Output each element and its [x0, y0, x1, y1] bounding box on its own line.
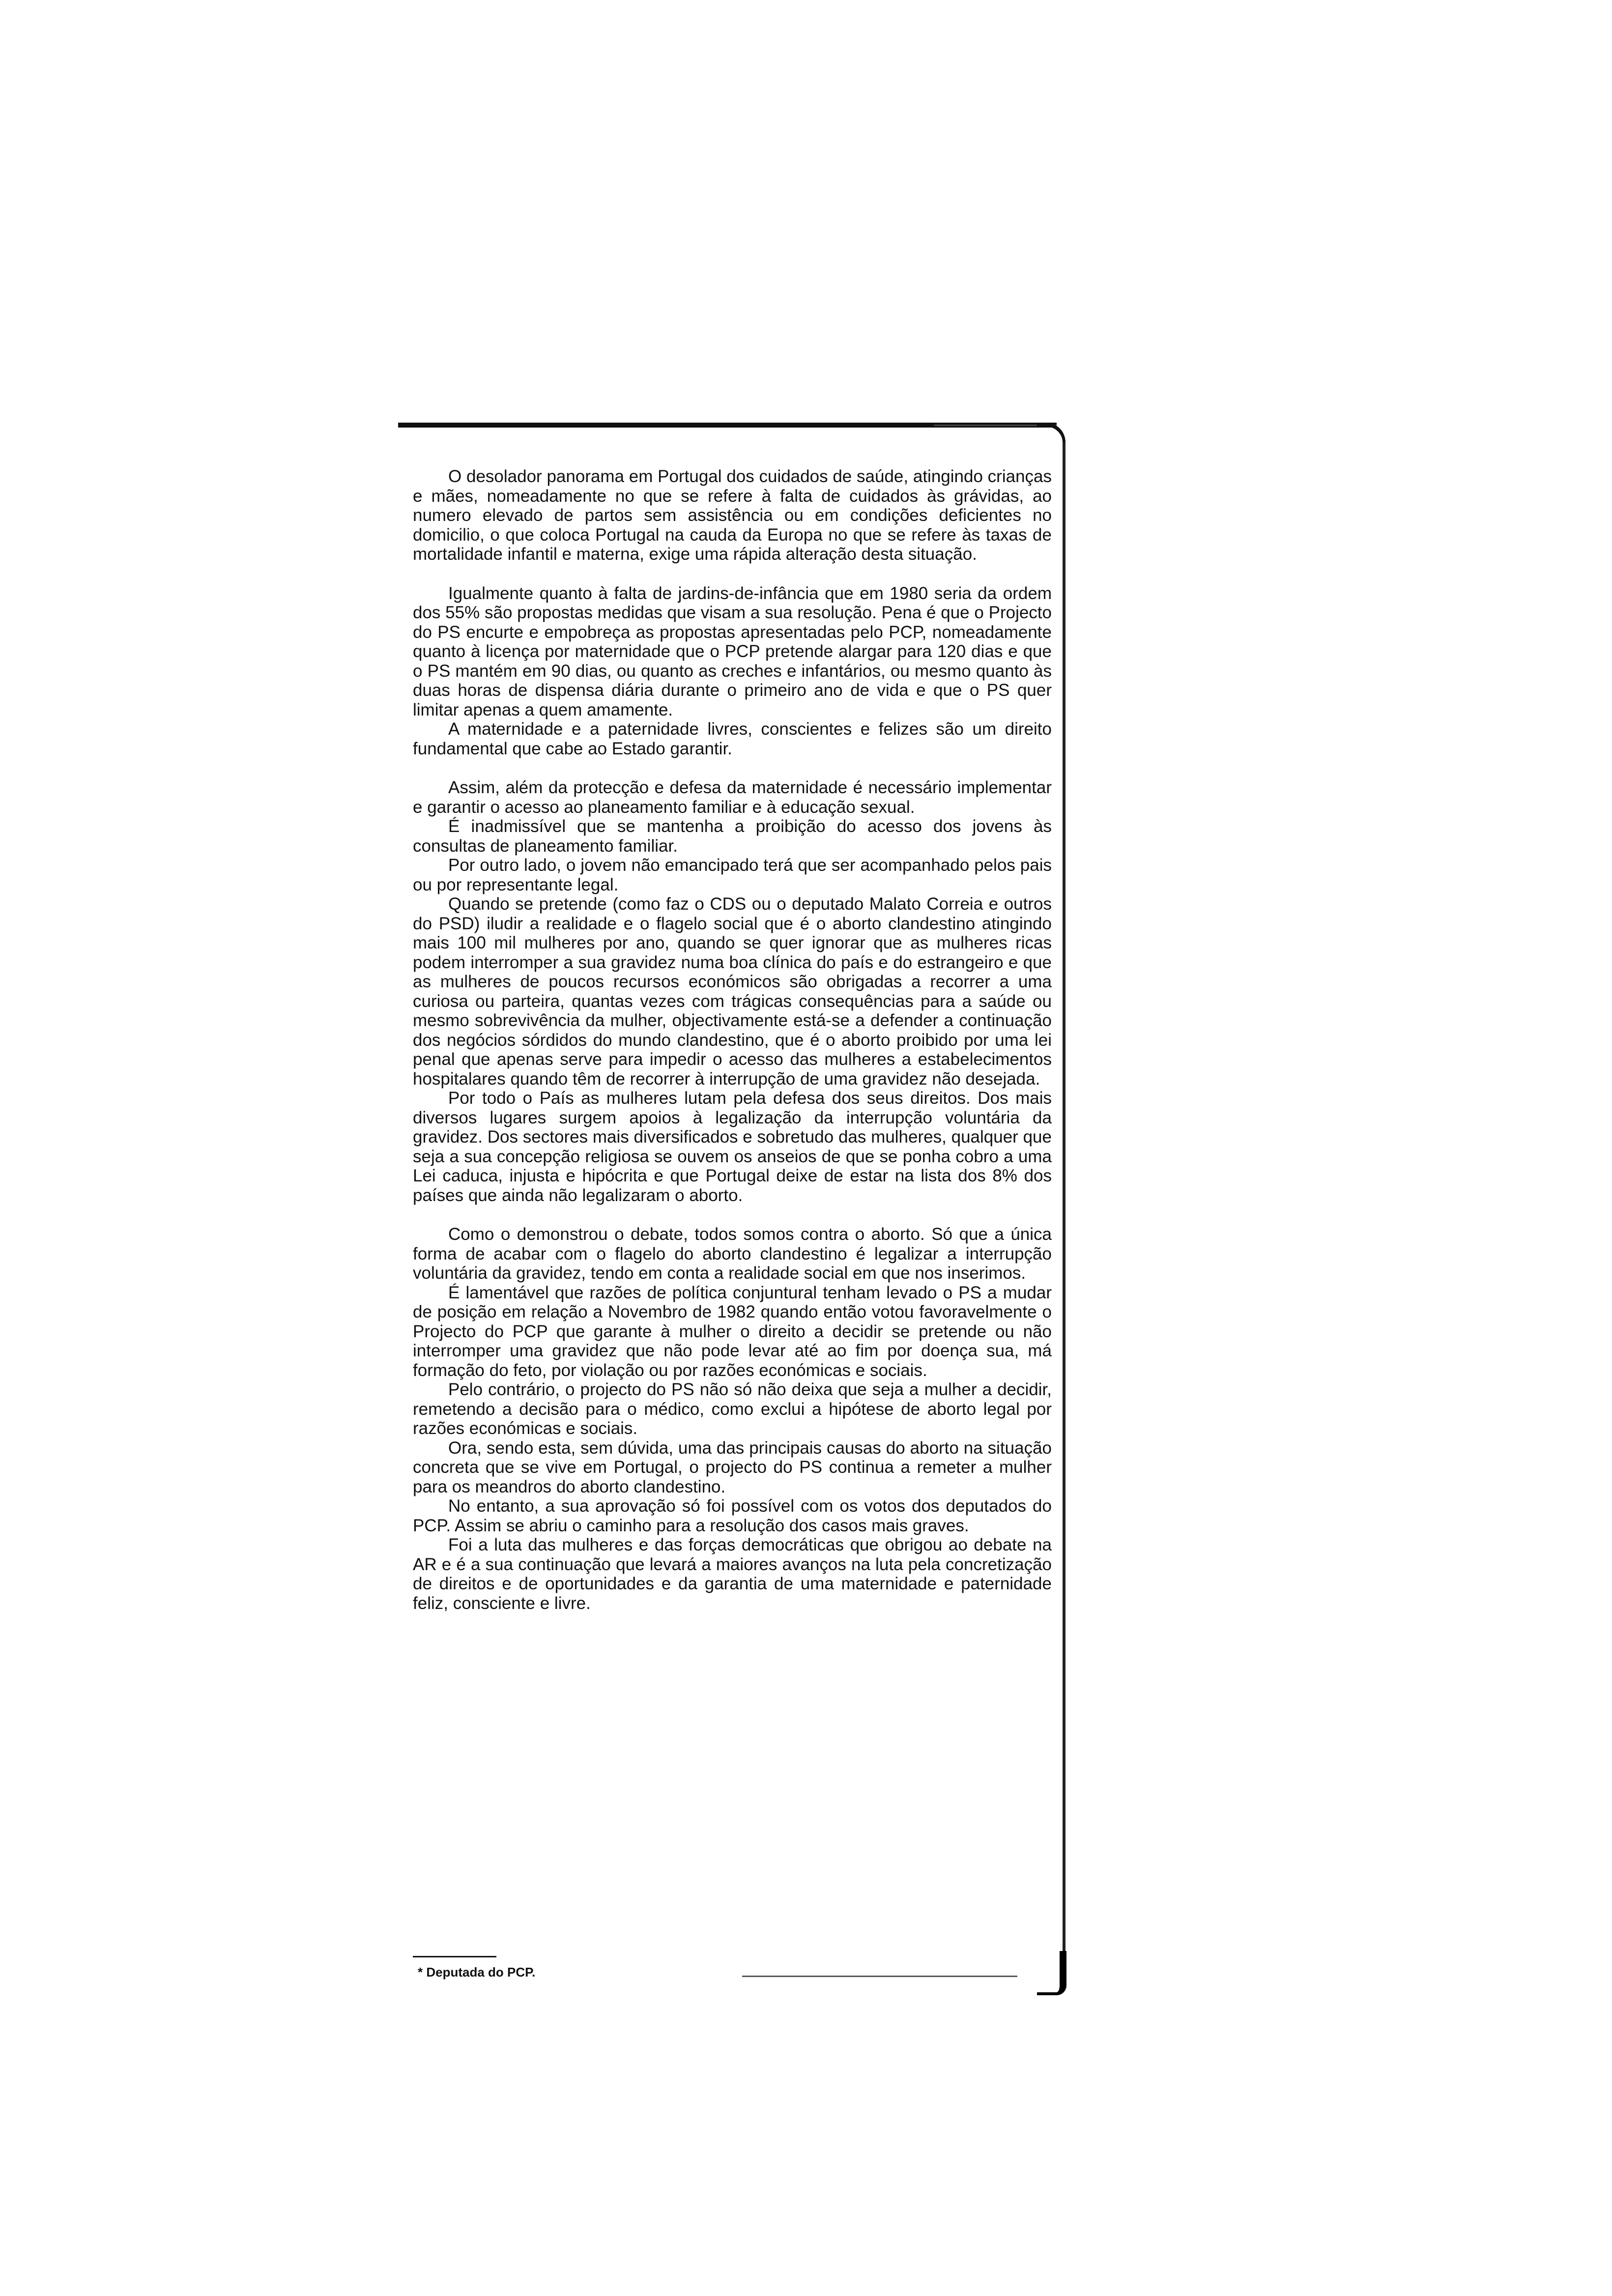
article-body [413, 467, 1052, 1613]
paragraph-13: No entanto, a sua aprovação só foi possível com os votos dos deputados do PCP. Assim se abriu o caminho para a resolução dos casos mais graves. [413, 1496, 1052, 1535]
paragraph-12: Ora, sendo esta, sem dúvida, uma das principais causas do aborto na situação concreta que se vive em Portugal, o projecto do PS continua a remeter a mulher para os meandros do aborto clandestino. [413, 1438, 1052, 1496]
paragraph-6: Por outro lado, o jovem não emancipado terá que ser acompanhado pelos pais ou por representante legal. [413, 856, 1052, 894]
paragraph-1: O desolador panorama em Portugal dos cuidados de saúde, atingindo crianças e mães, nomeadamente no que se refere à falta de cuidados às grávidas, ao numero elevado de partos sem assistência ou em condições deficientes no domicilio, o que coloca Portugal na cauda da Europa no que se refere às taxas de mortalidade infantil e materna, exige uma rápida alteração desta situação. [413, 467, 1052, 564]
footnote-rule [413, 1956, 496, 1957]
paragraph-3: A maternidade e a paternidade livres, conscientes e felizes são um direito fundamental que cabe ao Estado garantir. [413, 719, 1052, 758]
paragraph-7: Quando se pretende (como faz o CDS ou o deputado Malato Correia e outros do PSD) iludir a realidade e o flagelo social que é o aborto clandestino atingindo mais 100 mil mulheres por ano, quando se quer ignorar que as mulheres ricas podem interromper a sua gravidez numa boa clínica do país e do estrangeiro e que as mulheres de poucos recursos económicos são obrigadas a recorrer a uma curiosa ou parteira, quantas vezes com trágicas consequências para a saúde ou mesmo sobrevivência da mulher, objectivamente está-se a defender a continuação dos negócios sórdidos do mundo clandestino, que é o aborto proibido por uma lei penal que apenas serve para impedir o acesso das mulheres a estabelecimentos hospitalares quando têm de recorrer à interrupção de uma gravidez não desejada. [413, 894, 1052, 1089]
paragraph-14: Foi a luta das mulheres e das forças democráticas que obrigou ao debate na AR e é a sua continuação que levará a maiores avanços na luta pela concretização de direitos e de oportunidades e da garantia de uma maternidade e paternidade feliz, consciente e livre. [413, 1535, 1052, 1613]
bottom-rule [742, 1976, 1017, 1977]
paragraph-9: Como o demonstrou o debate, todos somos contra o aborto. Só que a única forma de acabar com o flagelo do aborto clandestino é legalizar a interrupção voluntária da gravidez, tendo em conta a realidade social em que nos inserimos. [413, 1225, 1052, 1283]
paragraph-11: Pelo contrário, o projecto do PS não só não deixa que seja a mulher a decidir, remetendo a decisão para o médico, como exclui a hipótese de aborto legal por razões económicas e sociais. [413, 1380, 1052, 1438]
clipping-corner-frame [1037, 423, 1065, 447]
paragraph-5: É inadmissível que se mantenha a proibição do acesso dos jovens às consultas de planeamento familiar. [413, 817, 1052, 856]
paragraph-4: Assim, além da protecção e defesa da maternidade é necessário implementar e garantir o acesso ao planeamento familiar e à educação sexual. [413, 778, 1052, 817]
paragraph-8: Por todo o País as mulheres lutam pela defesa dos seus direitos. Dos mais diversos lugares surgem apoios à legalização da interrupção voluntária da gravidez. Dos sectores mais diversificados e sobretudo das mulheres, qualquer que seja a sua concepção religiosa se ouvem os anseios de que se ponha cobro a uma Lei caduca, injusta e hipócrita e que Portugal deixe de estar na lista dos 8% dos países que ainda não legalizaram o aborto. [413, 1089, 1052, 1205]
newspaper-clipping [398, 423, 1071, 1995]
bottom-corner-frame [1037, 1951, 1066, 1995]
paragraph-10: É lamentável que razões de política conjuntural tenham levado o PS a mudar de posição em relação a Novembro de 1982 quando então votou favoravelmente o Projecto do PCP que garante à mulher o direito a decidir se pretende ou não interromper uma gravidez que não pode levar até ao fim por doença sua, má formação do feto, por violação ou por razões económicas e sociais. [413, 1283, 1052, 1380]
paragraph-2: Igualmente quanto à falta de jardins-de-infância que em 1980 seria da ordem dos 55% são propostas medidas que visam a sua resolução. Pena é que o Projecto do PS encurte e empobreça as propostas apresentadas pelo PCP, nomeadamente quanto à licença por maternidade que o PCP pretende alargar para 120 dias e que o PS mantém em 90 dias, ou quanto as creches e infantários, ou mesmo quanto às duas horas de dispensa diária durante o primeiro ano de vida e que o PS quer limitar apenas a quem amamente. [413, 583, 1052, 719]
footnote: * Deputada do PCP. [418, 1965, 536, 1980]
right-border-rule [1063, 442, 1065, 1966]
